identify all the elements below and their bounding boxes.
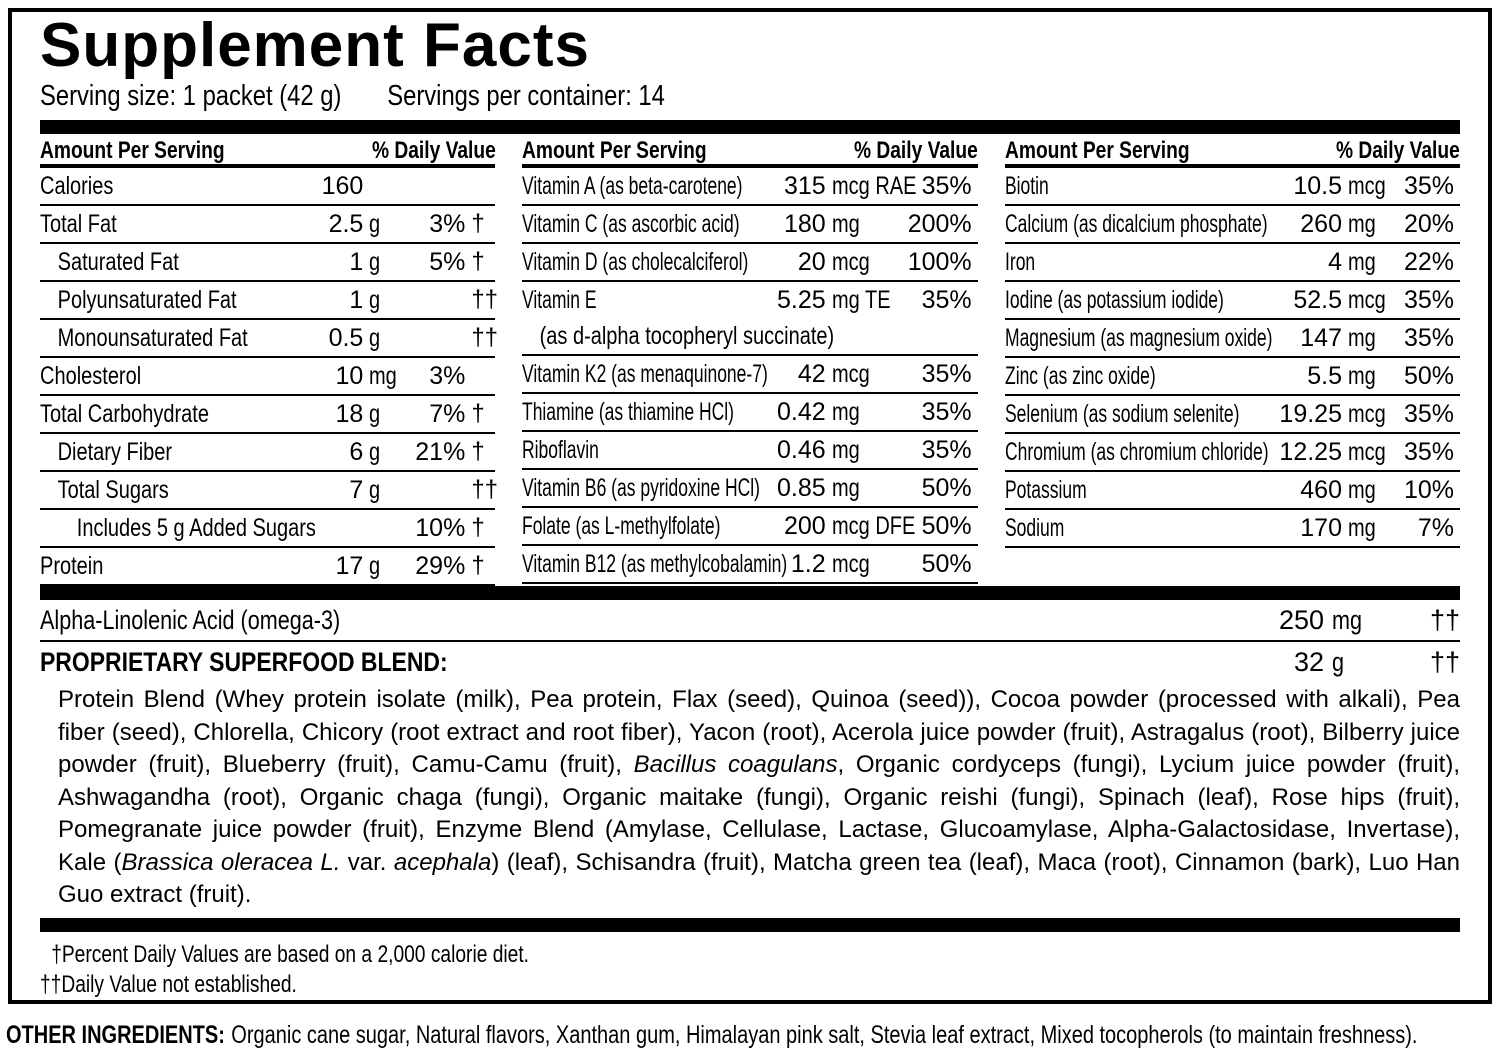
- table-row: [1005, 510, 1460, 548]
- column-header: [522, 134, 977, 168]
- table-row: [40, 320, 499, 358]
- nutrient-rows: [1005, 168, 1460, 548]
- daily-value-percent: 7%: [1417, 513, 1454, 542]
- table-row-line: [40, 434, 495, 470]
- table-row-line: [40, 244, 495, 280]
- nutrient-column-1: [40, 134, 499, 586]
- other-ingredients-label: OTHER INGREDIENTS:: [6, 1021, 225, 1049]
- daily-value-percent: 7%: [429, 399, 466, 428]
- daily-value-percent: 20%: [1403, 209, 1454, 238]
- nutrient-unit: mg TE: [831, 285, 891, 314]
- dagger-mark: †: [471, 514, 485, 541]
- nutrient-name: Folate (as L-methylfolate): [522, 511, 721, 540]
- column-header: [1005, 134, 1460, 168]
- table-row-line: [40, 358, 495, 394]
- nutrient-unit: mcg: [831, 359, 870, 388]
- nutrient-name: Vitamin B6 (as pyridoxine HCl): [522, 473, 761, 502]
- nutrient-columns: [40, 134, 1460, 586]
- table-row: [1005, 206, 1460, 244]
- nutrient-name: Total Sugars: [57, 475, 169, 504]
- daily-value-percent: 22%: [1403, 247, 1454, 276]
- nutrient-amount: 0.42: [776, 397, 826, 426]
- nutrient-amount: 4: [1328, 247, 1342, 276]
- nutrient-unit: mcg: [1347, 285, 1386, 314]
- table-row-line: [40, 282, 499, 318]
- table-row-line: [522, 432, 977, 468]
- nutrient-amount: 17: [335, 551, 364, 580]
- nutrient-unit: mcg: [1347, 171, 1386, 200]
- table-row-line: [40, 206, 495, 242]
- table-row-line: [1005, 434, 1460, 470]
- daily-value-percent: 50%: [1403, 361, 1454, 390]
- nutrient-name: Monounsaturated Fat: [57, 323, 248, 352]
- table-row: [40, 358, 495, 396]
- nutrient-name: Vitamin C (as ascorbic acid): [522, 209, 740, 238]
- table-row-line: [40, 320, 499, 356]
- table-row: [40, 282, 499, 320]
- nutrient-amount: 10.5: [1293, 171, 1342, 200]
- daily-value-percent: 50%: [921, 511, 972, 540]
- dagger-mark: †: [471, 400, 485, 427]
- table-row-line: [1005, 282, 1460, 318]
- nutrient-name: Chromium (as chromium chloride): [1004, 437, 1269, 466]
- table-row-alpha-linolenic-acid: [40, 600, 1460, 642]
- nutrient-unit: mcg: [831, 549, 870, 578]
- nutrient-unit: mg: [1347, 247, 1376, 276]
- table-row-line: [1005, 472, 1460, 508]
- daily-value-percent: 35%: [921, 397, 972, 426]
- nutrient-amount: 42: [797, 359, 826, 388]
- table-row: [40, 168, 495, 206]
- table-row: [1005, 244, 1460, 282]
- table-row-line: [522, 356, 977, 392]
- table-row-line: [522, 206, 977, 242]
- amount-per-serving-header: Amount Per Serving: [1004, 137, 1190, 164]
- table-row-line: [40, 548, 495, 584]
- table-row: [40, 510, 495, 548]
- daily-value-percent: 10%: [415, 513, 466, 542]
- nutrient-amount: 200: [783, 511, 826, 540]
- dagger-mark: †: [471, 438, 485, 465]
- nutrient-name: Vitamin D (as cholecalciferol): [522, 247, 749, 276]
- table-row: [522, 546, 977, 584]
- supplement-facts-panel: [8, 8, 1492, 1004]
- table-row-line: [1005, 358, 1460, 394]
- table-row-line: [522, 508, 977, 544]
- serving-size: Serving size: 1 packet (42 g): [40, 80, 342, 112]
- nutrient-unit: mg: [1332, 604, 1363, 635]
- nutrient-name: Protein: [40, 551, 104, 580]
- table-row-line: [522, 470, 977, 506]
- table-row-line: [522, 244, 977, 280]
- nutrient-name: Polyunsaturated Fat: [57, 285, 237, 314]
- table-row-line: [1005, 320, 1460, 356]
- daily-value-percent: 35%: [921, 171, 972, 200]
- table-row: [40, 396, 495, 434]
- nutrient-unit: mcg DFE: [831, 511, 916, 540]
- dagger-mark: ††: [471, 324, 499, 351]
- daily-value-percent: 35%: [921, 359, 972, 388]
- divider-bar-footnotes: [40, 918, 1460, 932]
- nutrient-name: Total Fat: [40, 209, 117, 238]
- table-row-line: [40, 396, 495, 432]
- nutrient-amount: 52.5: [1293, 285, 1342, 314]
- table-row: [40, 244, 495, 282]
- nutrient-amount: 7: [349, 475, 364, 504]
- nutrient-name: Riboflavin: [522, 435, 600, 464]
- table-row-line: [40, 510, 495, 546]
- table-row: [522, 282, 977, 356]
- nutrient-name: Vitamin E: [522, 285, 597, 314]
- nutrient-unit: mg: [831, 209, 860, 238]
- nutrient-name: Total Carbohydrate: [40, 399, 209, 428]
- daily-value-percent: 3%: [429, 209, 466, 238]
- blend-ingredient-latin-name: Bacillus coagulans: [633, 751, 838, 778]
- dagger-mark: ††: [1429, 604, 1460, 635]
- daily-value-percent: 35%: [1403, 437, 1454, 466]
- nutrient-amount: 5.25: [776, 285, 826, 314]
- table-row: [40, 548, 495, 586]
- table-row-line: [40, 168, 495, 204]
- table-row: [1005, 434, 1460, 472]
- footnotes: [40, 932, 1460, 1000]
- daily-value-percent: 200%: [907, 209, 972, 238]
- nutrient-name: Iodine (as potassium iodide): [1004, 285, 1224, 314]
- nutrient-name: Calories: [40, 171, 114, 200]
- daily-value-percent: 50%: [921, 473, 972, 502]
- nutrient-name: Biotin: [1004, 171, 1049, 200]
- blend-ingredient-latin-name: Brassica oleracea L.: [121, 848, 341, 876]
- blend-ingredient-latin-name: acephala: [393, 848, 492, 876]
- table-row: [522, 470, 977, 508]
- daily-value-header: % Daily Value: [853, 137, 978, 164]
- nutrient-unit: mg: [369, 361, 398, 390]
- nutrient-name: Thiamine (as thiamine HCl): [522, 397, 735, 426]
- dagger-mark: †: [471, 248, 485, 275]
- nutrient-unit: mg: [831, 397, 860, 426]
- table-row: [522, 206, 977, 244]
- daily-value-percent: 5%: [429, 247, 466, 276]
- nutrient-unit: g: [369, 209, 381, 238]
- nutrient-name: Vitamin A (as beta-carotene): [522, 171, 743, 200]
- nutrient-name-continued: (as d-alpha tocopheryl succinate): [539, 322, 835, 350]
- column-header: [40, 134, 495, 168]
- table-row: [1005, 396, 1460, 434]
- nutrient-amount: 160: [321, 171, 364, 200]
- nutrient-column-2: [522, 134, 977, 586]
- nutrient-name: Magnesium (as magnesium oxide): [1004, 323, 1273, 352]
- nutrient-unit: mg: [1347, 475, 1376, 504]
- blend-ingredient-text: ) (leaf), Schisandra (fruit), Matcha green tea (leaf), Maca (root), Cinnamon (bark), Luo Han Guo extract (fruit).: [58, 848, 1460, 908]
- daily-value-percent: 35%: [1403, 285, 1454, 314]
- table-row: [1005, 472, 1460, 510]
- divider-bar-middle: [40, 586, 1460, 600]
- daily-value-percent: 50%: [921, 549, 972, 578]
- nutrient-name: Cholesterol: [40, 361, 142, 390]
- nutrient-amount: 147: [1300, 323, 1342, 352]
- serving-info: [40, 78, 1204, 114]
- nutrient-amount: 10: [335, 361, 364, 390]
- nutrient-amount: 6: [349, 437, 364, 466]
- daily-value-percent: 35%: [921, 435, 972, 464]
- nutrient-amount: 5.5: [1307, 361, 1342, 390]
- nutrient-unit: mg: [1347, 323, 1376, 352]
- table-row: [522, 244, 977, 282]
- nutrient-unit: g: [369, 247, 381, 276]
- nutrient-name: Zinc (as zinc oxide): [1004, 361, 1156, 390]
- nutrient-amount: 12.25: [1279, 437, 1342, 466]
- blend-title: PROPRIETARY SUPERFOOD BLEND:: [40, 646, 448, 677]
- other-ingredients-text: Organic cane sugar, Natural flavors, Xanthan gum, Himalayan pink salt, Stevia leaf extract, Mixed tocopherols (to maintain freshness).: [231, 1021, 1418, 1049]
- nutrient-name: Selenium (as sodium selenite): [1004, 399, 1240, 428]
- nutrient-amount: 19.25: [1279, 399, 1342, 428]
- nutrient-amount: 0.85: [776, 473, 826, 502]
- other-ingredients: [6, 1020, 1418, 1050]
- nutrient-amount: 180: [783, 209, 826, 238]
- table-row: [522, 168, 977, 206]
- daily-value-percent: 35%: [1403, 171, 1454, 200]
- table-row: [40, 434, 495, 472]
- nutrient-name: Potassium: [1004, 475, 1087, 504]
- dagger-mark: ††: [471, 476, 499, 503]
- nutrient-unit: g: [369, 399, 381, 428]
- nutrient-name: Includes 5 g Added Sugars: [76, 513, 316, 542]
- nutrient-name: Vitamin K2 (as menaquinone-7): [522, 359, 769, 388]
- daily-value-percent: 10%: [1403, 475, 1454, 504]
- amount-per-serving-header: Amount Per Serving: [522, 137, 707, 164]
- nutrient-unit: g: [369, 551, 381, 580]
- table-row: [1005, 168, 1460, 206]
- nutrient-name: Sodium: [1004, 513, 1064, 542]
- table-row: [40, 206, 495, 244]
- daily-value-percent: 3%: [429, 361, 466, 390]
- nutrient-amount: 1: [349, 247, 364, 276]
- nutrient-name: Dietary Fiber: [57, 437, 173, 466]
- servings-per-container: Servings per container: 14: [387, 80, 665, 112]
- nutrient-unit: mg: [831, 435, 860, 464]
- table-row: [1005, 358, 1460, 396]
- nutrient-rows: [522, 168, 977, 584]
- blend-ingredients-paragraph: [40, 684, 1460, 912]
- blend-ingredient-text: , Organic cordyceps (fungi), Lycium juice powder (fruit), Ashwagandha (root), Organic chaga (fungi), Organic maitake (fungi), Organic reishi (fungi), Spinach (leaf), Rose hips (fruit), Pomegranate juice powder (fruit), Enzyme Blend (Amylase, Cellulase, Lactase, Glucoamylase, Alpha-Galactosidase, Invertase), Kale (: [58, 751, 1461, 876]
- table-row-line: [1005, 396, 1460, 432]
- nutrient-unit: g: [1332, 646, 1345, 677]
- nutrient-amount: 250: [1278, 604, 1324, 635]
- table-row: [522, 394, 977, 432]
- nutrient-unit: mg: [1347, 209, 1376, 238]
- daily-value-percent: 21%: [415, 437, 466, 466]
- table-row-line: [1005, 206, 1460, 242]
- table-row-line: [522, 546, 977, 582]
- table-row: [1005, 320, 1460, 358]
- nutrient-amount: 1.2: [790, 549, 826, 578]
- table-row: [522, 432, 977, 470]
- nutrient-name: Saturated Fat: [57, 247, 179, 276]
- nutrient-unit: mg: [1347, 361, 1376, 390]
- nutrient-rows: [40, 168, 499, 586]
- nutrient-unit: mcg: [1347, 399, 1386, 428]
- table-row-line: [40, 472, 499, 508]
- daily-value-percent: 29%: [415, 551, 466, 580]
- nutrient-unit: mg: [1347, 513, 1376, 542]
- dagger-mark: †: [471, 552, 485, 579]
- dagger-mark: †: [471, 210, 485, 237]
- nutrient-amount: 20: [797, 247, 826, 276]
- blend-ingredient-text: Protein Blend (Whey protein isolate (milk), Pea protein, Flax (seed), Quinoa (seed)), Cocoa powder (processed with alkali), Pea fiber (seed), Chlorella, Chicory (root extract and root fiber), Yacon (root), Acerola juice powder (fruit), Astragalus (root), Bilberry juice powder (fruit), Blueberry (fruit), Camu-Camu (fruit),: [58, 686, 1460, 778]
- nutrient-name: Iron: [1004, 247, 1035, 276]
- nutrient-unit: mcg RAE: [831, 171, 917, 200]
- table-row-line: [1005, 244, 1460, 280]
- daily-value-percent: 35%: [1403, 323, 1454, 352]
- dagger-mark: ††: [1429, 646, 1460, 677]
- table-row: [522, 356, 977, 394]
- amount-per-serving-header: Amount Per Serving: [40, 137, 225, 164]
- nutrient-unit: g: [369, 475, 381, 504]
- nutrient-amount: 460: [1300, 475, 1342, 504]
- daily-value-header: % Daily Value: [1336, 137, 1460, 164]
- nutrient-amount: 2.5: [328, 209, 364, 238]
- nutrient-amount: 0.46: [776, 435, 826, 464]
- footnote-not-established: ††Daily Value not established.: [40, 970, 297, 998]
- nutrient-name: Vitamin B12 (as methylcobalamin): [522, 549, 788, 578]
- table-row: [522, 508, 977, 546]
- nutrient-unit: g: [369, 323, 381, 352]
- table-row-line: [1005, 168, 1460, 204]
- nutrient-unit: g: [369, 285, 381, 314]
- table-row-line: [522, 168, 977, 204]
- table-row-line: [522, 282, 977, 318]
- daily-value-percent: 35%: [921, 285, 972, 314]
- nutrient-amount: 1: [349, 285, 364, 314]
- daily-value-percent: 100%: [907, 247, 972, 276]
- table-row: [40, 472, 499, 510]
- daily-value-header: % Daily Value: [371, 137, 496, 164]
- nutrient-unit: mcg: [1347, 437, 1386, 466]
- nutrient-amount: 260: [1300, 209, 1342, 238]
- dagger-mark: ††: [471, 286, 499, 313]
- table-row-proprietary-blend: [40, 642, 1460, 682]
- table-row-line: [522, 394, 977, 430]
- footnote-daily-value: †Percent Daily Values are based on a 2,000 calorie diet.: [51, 940, 530, 968]
- nutrient-unit: mcg: [831, 247, 870, 276]
- table-row: [1005, 282, 1460, 320]
- table-row-line: [1005, 510, 1460, 546]
- nutrient-column-3: [1005, 134, 1460, 586]
- nutrient-amount: 0.5: [328, 323, 364, 352]
- nutrient-unit: mg: [831, 473, 860, 502]
- blend-ingredient-text: var.: [340, 848, 394, 876]
- nutrient-amount: 32: [1293, 646, 1324, 677]
- nutrient-name: Calcium (as dicalcium phosphate): [1004, 209, 1268, 238]
- nutrient-amount: 315: [783, 171, 826, 200]
- nutrient-unit: g: [369, 437, 381, 466]
- nutrient-amount: 170: [1300, 513, 1342, 542]
- daily-value-percent: 35%: [1403, 399, 1454, 428]
- divider-bar-top: [40, 120, 1460, 134]
- nutrient-name: Alpha-Linolenic Acid (omega-3): [40, 604, 341, 635]
- page-title: Supplement Facts: [40, 11, 590, 80]
- nutrient-amount: 18: [335, 399, 364, 428]
